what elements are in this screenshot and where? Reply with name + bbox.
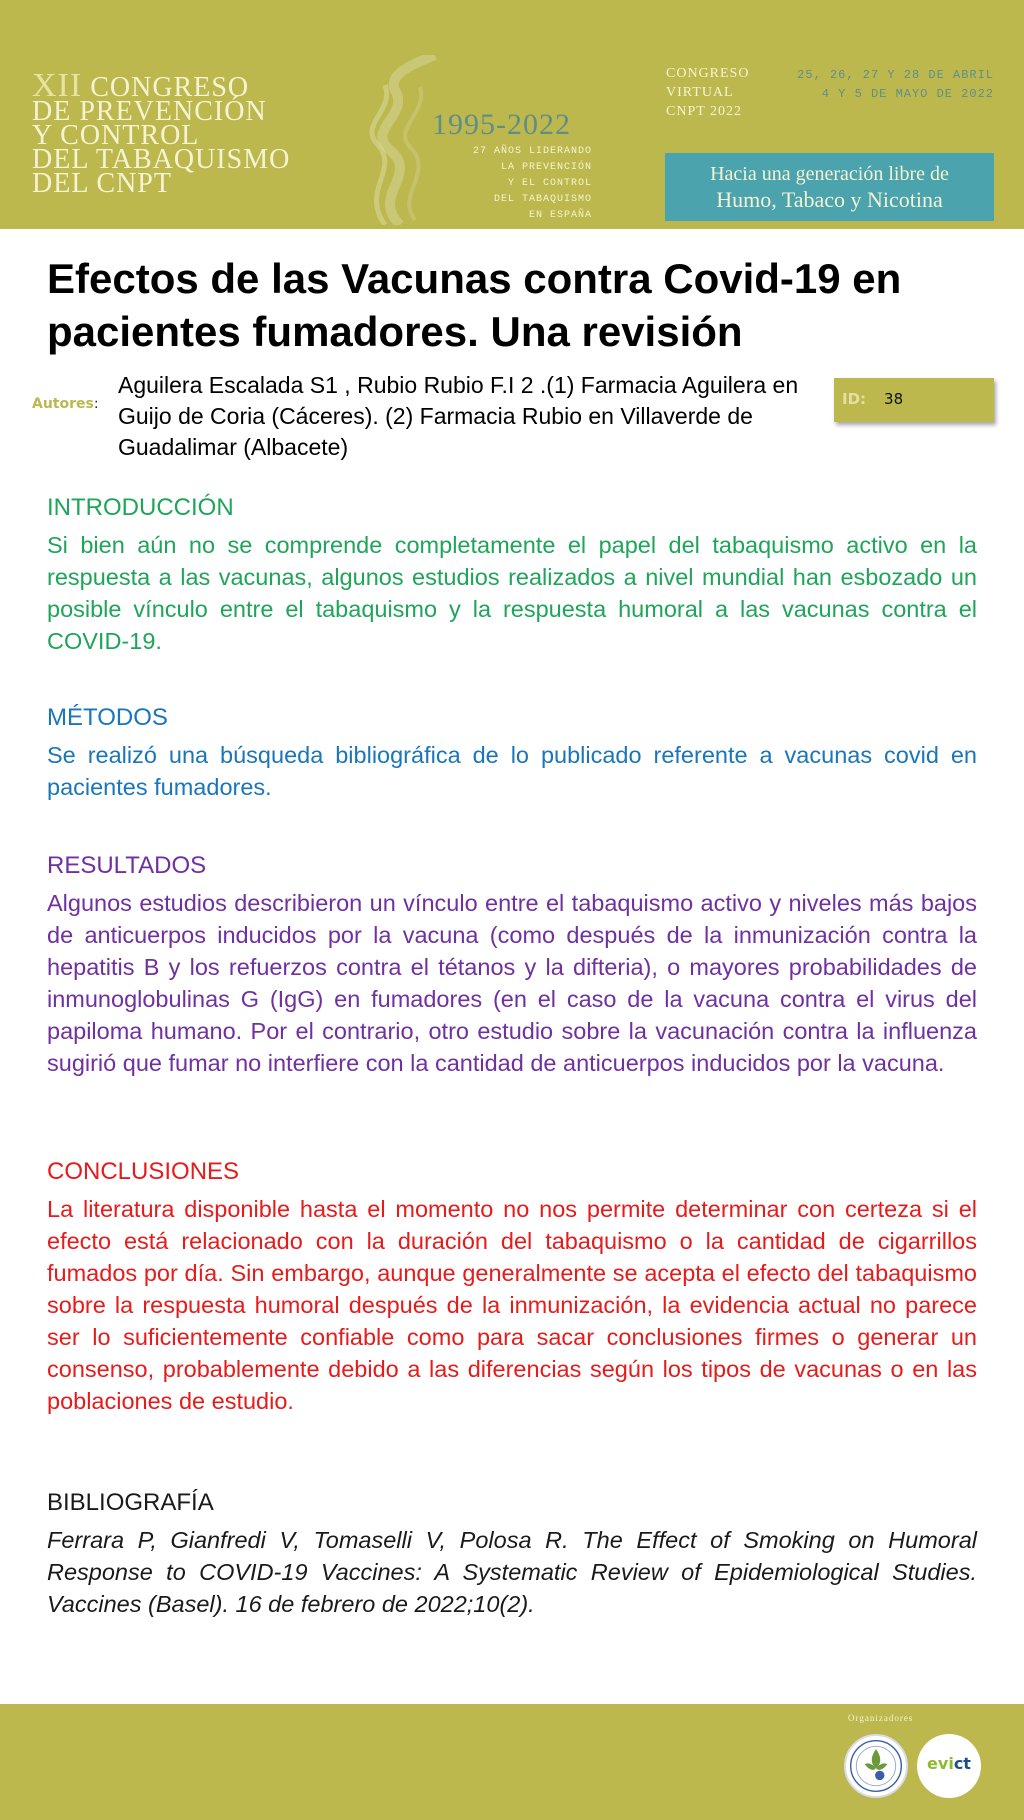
section-heading: RESULTADOS xyxy=(47,852,207,879)
congress-dates: 25, 26, 27 Y 28 DE ABRIL 4 Y 5 DE MAYO DE 2022 xyxy=(797,68,994,101)
section-heading: CONCLUSIONES xyxy=(47,1158,240,1185)
virtual-congress-label: CONGRESO VIRTUAL CNPT 2022 xyxy=(666,66,750,119)
authors-label: Autores: xyxy=(32,396,99,412)
cnpt-logo-icon xyxy=(844,1734,908,1798)
section-introduccion xyxy=(47,493,977,657)
header-band xyxy=(0,0,1024,229)
congress-title xyxy=(32,67,291,199)
section-body: Algunos estudios describieron un vínculo entre el tabaquismo activo y niveles más bajos de anticuerpos inducidos por la vacuna (como después de la inmunización contra la hepatitis B y los refuerzos contra el tétanos y la difteria), o mayores probabilidades de inmunoglobulinas G (IgG) en fumadores (en el caso de la vacuna contra el virus del papiloma humano. Por el contrario, otro estudio sobre la vacunación contra la influenza sugirió que fumar no interfiere con la cantidad de anticuerpos inducidos por la vacuna. xyxy=(47,890,977,1076)
section-heading: BIBLIOGRAFÍA xyxy=(47,1489,214,1516)
section-conclusiones xyxy=(47,1157,977,1417)
section-heading: INTRODUCCIÓN xyxy=(47,494,234,521)
evict-logo: evict xyxy=(917,1734,981,1798)
id-value: 38 xyxy=(884,390,904,408)
years-range: 1995-2022 xyxy=(432,108,571,141)
congress-title-line: DE PREVENCIÓN xyxy=(32,96,267,127)
authors-text: Aguilera Escalada S1 , Rubio Rubio F.I 2 .(1) Farmacia Aguilera en Guijo de Coria (Cáceres). (2) Farmacia Rubio en Villaverde de Guadalimar (Albacete) xyxy=(118,372,799,460)
slogan-banner: Hacia una generación libre de Humo, Tabaco y Nicotina xyxy=(665,153,994,221)
section-heading: MÉTODOS xyxy=(47,704,168,731)
section-resultados xyxy=(47,851,977,1079)
id-box xyxy=(834,378,994,422)
cnpt-emblem-icon xyxy=(846,1736,906,1796)
congress-title-line: DEL CNPT xyxy=(32,168,172,199)
congress-title-line: DEL TABAQUISMO xyxy=(32,144,291,175)
section-metodos xyxy=(47,703,977,803)
congress-title-line: Y CONTROL xyxy=(32,120,200,151)
section-bibliografia xyxy=(47,1488,977,1620)
section-body: Se realizó una búsqueda bibliográfica de lo publicado referente a vacunas covid en pacientes fumadores. xyxy=(47,742,977,800)
congress-roman: XII xyxy=(32,67,83,104)
congress-title-line: CONGRESO xyxy=(90,72,250,103)
section-body: La literatura disponible hasta el momento no nos permite determinar con certeza si el efecto está relacionado con la duración del tabaquismo o la cantidad de cigarrillos fumados por día. Sin embargo, aunque generalmente se acepta el efecto del tabaquismo sobre la respuesta humoral después de la inmunización, la evidencia actual no parece ser lo suficientemente confiable como para sacar conclusiones firmes o generar un consenso, probablemente debido a las diferencias según los tipos de vacunas o en las poblaciones de estudio. xyxy=(47,1196,977,1414)
id-label: ID: xyxy=(842,390,867,408)
section-body: Si bien aún no se comprende completamente el papel del tabaquismo activo en la respuesta a las vacunas, algunos estudios realizados a nivel mundial han esbozado un posible vínculo entre el tabaquismo y la respuesta humoral a las vacunas contra el COVID-19. xyxy=(47,532,977,654)
years-subtitle: 27 AÑOS LIDERANDO LA PREVENCIÓN Y EL CONTROL DEL TABAQUISMO EN ESPAÑA xyxy=(472,146,592,221)
organizers-label: Organizadores xyxy=(848,1713,914,1723)
section-body: Ferrara P, Gianfredi V, Tomaselli V, Polosa R. The Effect of Smoking on Humoral Response to COVID-19 Vaccines: A Systematic Review of Epidemiological Studies. Vaccines (Basel). 16 de febrero de 2022;10(2). xyxy=(47,1527,977,1617)
paper-title: Efectos de las Vacunas contra Covid-19 en pacientes fumadores. Una revisión xyxy=(47,255,902,355)
